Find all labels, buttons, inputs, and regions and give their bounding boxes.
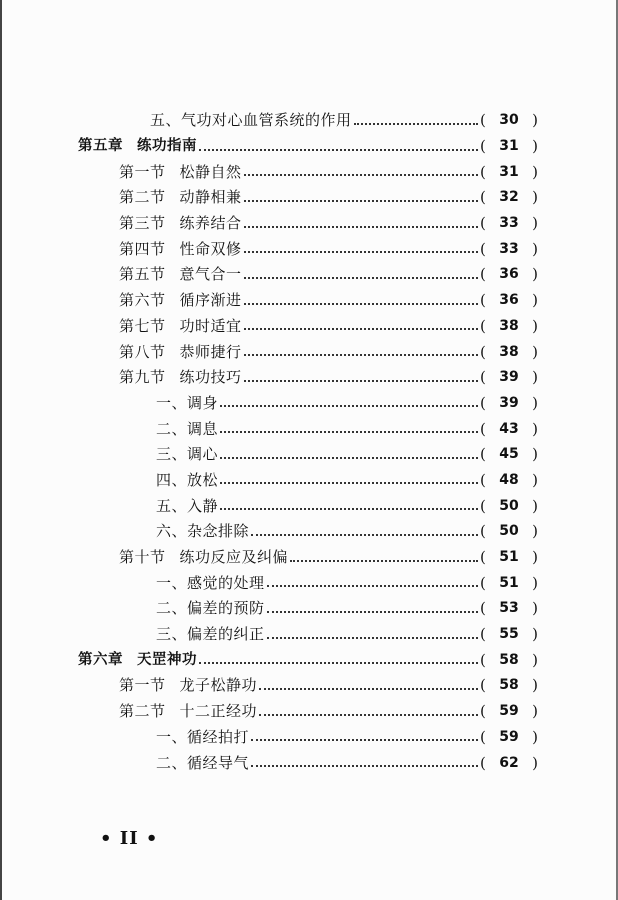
toc-entry-prefix: 五、 [156,496,188,515]
open-paren: ( [480,137,486,156]
open-paren: ( [480,470,486,489]
toc-entry-prefix: 六、 [156,522,188,541]
toc-entry-title: 气功对心血管系统的作用 [181,111,352,130]
page-number: 38 [499,343,519,360]
toc-entry-item-top[interactable] [0,108,618,134]
page-number: 59 [499,728,519,745]
toc-entry-title: 偏差的纠正 [187,625,265,644]
dot-leader [259,688,478,690]
toc-entry-section[interactable] [0,673,618,699]
toc-entry-title: 练功指南 [137,138,197,155]
toc-entry-label [119,678,257,693]
toc-entry-section[interactable] [0,365,618,391]
toc-entry-page-ref [480,678,538,693]
toc-entry-title: 天罡神功 [137,652,197,669]
toc-entry-page-ref [480,727,538,746]
page-number: 30 [499,112,519,129]
dot-leader [244,174,478,176]
toc-entry-label [119,370,242,385]
close-paren: ) [532,137,538,156]
toc-entry-label [156,573,265,592]
toc-entry-section[interactable] [0,288,618,314]
toc-entry-label [119,550,288,565]
page-number-footer: • II • [100,828,159,849]
open-paren: ( [480,342,486,361]
toc-entry-prefix: 第八节 [119,342,166,361]
toc-entry-prefix: 第一节 [119,162,166,181]
page-number: 58 [499,651,519,668]
page-number: 32 [499,189,519,206]
open-paren: ( [480,188,486,207]
toc-entry-label [156,627,265,642]
page-number: 51 [499,574,519,591]
toc-entry-page-ref [480,470,538,489]
toc-entry-item[interactable] [0,519,618,545]
dot-leader [199,149,478,151]
toc-entry-title: 松静自然 [179,162,242,181]
toc-entry-title: 调身 [187,393,219,412]
toc-entry-item[interactable] [0,416,618,442]
toc-entry-label [119,293,242,308]
toc-entry-prefix: 二、 [156,599,188,618]
toc-entry-title: 偏差的预防 [187,599,265,618]
open-paren: ( [480,368,486,387]
close-paren: ) [532,291,538,310]
open-paren: ( [480,291,486,310]
toc-entry-title: 动静相兼 [179,188,242,207]
table-of-contents [0,108,618,776]
toc-entry-title: 功时适宜 [179,316,242,335]
toc-entry-page-ref [480,627,538,642]
dot-leader [199,662,478,664]
toc-entry-prefix: 三、 [156,445,188,464]
toc-entry-chapter[interactable] [0,647,618,673]
open-paren: ( [480,393,486,412]
dot-leader [290,560,478,562]
open-paren: ( [480,676,486,695]
dot-leader [267,585,478,587]
dot-leader [220,431,478,433]
toc-entry-page-ref [480,190,538,205]
close-paren: ) [532,214,538,233]
close-paren: ) [532,573,538,592]
close-paren: ) [532,265,538,284]
toc-entry-label [78,653,197,668]
toc-entry-page-ref [480,650,538,669]
toc-entry-section[interactable] [0,339,618,365]
page-number: 48 [499,471,519,488]
toc-entry-title: 感觉的处理 [187,573,265,592]
toc-entry-title: 意气合一 [179,265,242,284]
toc-entry-prefix: 第六章 [78,652,123,669]
toc-entry-prefix: 第五节 [119,265,166,284]
toc-entry-page-ref [480,162,538,181]
open-paren: ( [480,214,486,233]
toc-entry-item[interactable] [0,442,618,468]
open-paren: ( [480,496,486,515]
page-number: 50 [499,497,519,514]
toc-entry-label [156,524,249,539]
toc-entry-section[interactable] [0,236,618,262]
toc-entry-prefix: 三、 [156,625,188,644]
toc-entry-label [156,753,250,772]
page-number: 59 [499,703,519,720]
toc-entry-prefix: 第二节 [119,188,166,207]
toc-entry-section[interactable] [0,545,618,571]
open-paren: ( [480,702,486,721]
open-paren: ( [480,111,486,130]
toc-entry-title: 循经导气 [187,753,250,772]
toc-entry-page-ref [480,524,538,539]
page-number: 50 [499,523,519,540]
page-number: 53 [499,600,519,617]
open-paren: ( [480,573,486,592]
toc-entry-prefix: 第六节 [119,291,166,310]
toc-entry-section[interactable] [0,185,618,211]
page-number: 39 [499,394,519,411]
page-number: 33 [499,215,519,232]
dot-leader [220,482,478,484]
toc-entry-page-ref [480,293,538,308]
toc-entry-page-ref [480,704,538,719]
toc-entry-label [150,113,352,128]
page-number: 51 [499,549,519,566]
toc-entry-title: 放松 [187,470,219,489]
close-paren: ) [532,753,538,772]
toc-entry-prefix: 第二节 [119,702,166,721]
dot-leader [251,739,478,741]
close-paren: ) [532,496,538,515]
toc-entry-page-ref [480,342,538,361]
page-number: 31 [499,163,519,180]
toc-entry-item[interactable] [0,570,618,596]
toc-entry-label [156,496,219,515]
dot-leader [244,200,478,202]
dot-leader [267,637,478,639]
toc-entry-item[interactable] [0,493,618,519]
toc-entry-prefix: 第七节 [119,316,166,335]
dot-leader [244,328,478,330]
open-paren: ( [480,599,486,618]
close-paren: ) [532,368,538,387]
toc-entry-title: 十二正经功 [179,702,258,721]
toc-entry-prefix: 一、 [156,727,188,746]
dot-leader [259,714,478,716]
toc-entry-label [119,316,242,335]
toc-entry-title: 练养结合 [179,214,242,233]
toc-entry-label [156,470,219,489]
toc-entry-section[interactable] [0,314,618,340]
page-number: 62 [499,754,519,771]
close-paren: ) [532,188,538,207]
page-number: 58 [499,677,519,694]
toc-entry-page-ref [480,447,538,462]
toc-entry-label [156,727,250,746]
open-paren: ( [480,548,486,567]
toc-entry-page-ref [480,370,538,385]
toc-entry-page-ref [480,113,538,128]
toc-entry-page-ref [480,601,538,616]
close-paren: ) [532,727,538,746]
toc-entry-title: 循经拍打 [187,727,250,746]
toc-entry-page-ref [480,267,538,282]
dot-leader [354,123,478,125]
page-number: 36 [499,266,519,283]
dot-leader [244,226,478,228]
toc-entry-label [156,393,219,412]
toc-entry-prefix: 一、 [156,393,188,412]
toc-entry-page-ref [480,239,538,258]
toc-entry-prefix: 第十节 [119,548,166,567]
toc-entry-title: 性命双修 [179,239,242,258]
dot-leader [244,380,478,382]
close-paren: ) [532,419,538,438]
toc-entry-page-ref [480,419,538,438]
dot-leader [267,611,478,613]
toc-entry-title: 循序渐进 [179,291,242,310]
toc-entry-prefix: 五、 [150,111,182,130]
close-paren: ) [532,111,538,130]
toc-entry-label [156,419,219,438]
dot-leader [244,277,478,279]
toc-entry-prefix: 二、 [156,753,188,772]
open-paren: ( [480,162,486,181]
dot-leader [244,303,478,305]
open-paren: ( [480,625,486,644]
toc-entry-prefix: 第九节 [119,368,166,387]
toc-entry-title: 恭师捷行 [179,342,242,361]
toc-entry-prefix: 第五章 [78,138,123,155]
toc-entry-title: 练功反应及纠偏 [179,548,289,567]
page-number: 31 [499,138,519,155]
open-paren: ( [480,753,486,772]
open-paren: ( [480,445,486,464]
toc-entry-label [119,267,242,282]
open-paren: ( [480,419,486,438]
page-number: 43 [499,420,519,437]
page-number: 33 [499,240,519,257]
toc-entry-item[interactable] [0,750,618,776]
close-paren: ) [532,625,538,644]
toc-entry-label [156,601,265,616]
close-paren: ) [532,599,538,618]
toc-entry-page-ref [480,550,538,565]
open-paren: ( [480,239,486,258]
toc-entry-label [119,704,257,719]
close-paren: ) [532,393,538,412]
close-paren: ) [532,470,538,489]
toc-entry-title: 调息 [187,419,219,438]
toc-entry-page-ref [480,316,538,335]
close-paren: ) [532,162,538,181]
dot-leader [244,354,478,356]
toc-entry-label [78,139,197,154]
page-number: 38 [499,317,519,334]
toc-entry-section[interactable] [0,262,618,288]
close-paren: ) [532,702,538,721]
toc-entry-title: 调心 [187,445,219,464]
toc-entry-title: 入静 [187,496,219,515]
dot-leader [220,405,478,407]
close-paren: ) [532,676,538,695]
close-paren: ) [532,548,538,567]
toc-entry-chapter[interactable] [0,134,618,160]
open-paren: ( [480,265,486,284]
toc-entry-item[interactable] [0,391,618,417]
toc-entry-prefix: 第一节 [119,676,166,695]
toc-entry-page-ref [480,216,538,231]
toc-entry-item[interactable] [0,596,618,622]
close-paren: ) [532,522,538,541]
close-paren: ) [532,239,538,258]
toc-entry-label [156,447,218,462]
page-number: 36 [499,292,519,309]
toc-entry-prefix: 第四节 [119,239,166,258]
toc-entry-label [119,342,242,361]
dot-leader [251,534,478,536]
toc-entry-page-ref [480,753,538,772]
toc-entry-item[interactable] [0,725,618,751]
toc-entry-section[interactable] [0,159,618,185]
dot-leader [220,457,478,459]
toc-entry-page-ref [480,573,538,592]
toc-entry-label [119,216,242,231]
toc-entry-page-ref [480,393,538,412]
toc-entry-item[interactable] [0,622,618,648]
page-number: 45 [499,446,519,463]
page-number: 39 [499,369,519,386]
dot-leader [251,765,478,767]
toc-entry-item[interactable] [0,468,618,494]
toc-entry-section[interactable] [0,699,618,725]
close-paren: ) [532,316,538,335]
dot-leader [220,508,478,510]
toc-entry-label [119,239,242,258]
close-paren: ) [532,342,538,361]
close-paren: ) [532,650,538,669]
close-paren: ) [532,445,538,464]
toc-entry-prefix: 二、 [156,419,188,438]
open-paren: ( [480,727,486,746]
toc-entry-page-ref [480,139,538,154]
open-paren: ( [480,650,486,669]
toc-entry-label [119,190,242,205]
toc-entry-prefix: 一、 [156,573,188,592]
toc-entry-label [119,162,242,181]
open-paren: ( [480,316,486,335]
toc-entry-title: 练功技巧 [179,368,242,387]
toc-entry-prefix: 四、 [156,470,188,489]
toc-entry-prefix: 第三节 [119,214,166,233]
toc-entry-section[interactable] [0,211,618,237]
toc-entry-title: 杂念排除 [187,522,250,541]
toc-entry-page-ref [480,496,538,515]
open-paren: ( [480,522,486,541]
page-number: 55 [499,626,519,643]
dot-leader [244,251,478,253]
toc-entry-title: 龙子松静功 [179,676,258,695]
